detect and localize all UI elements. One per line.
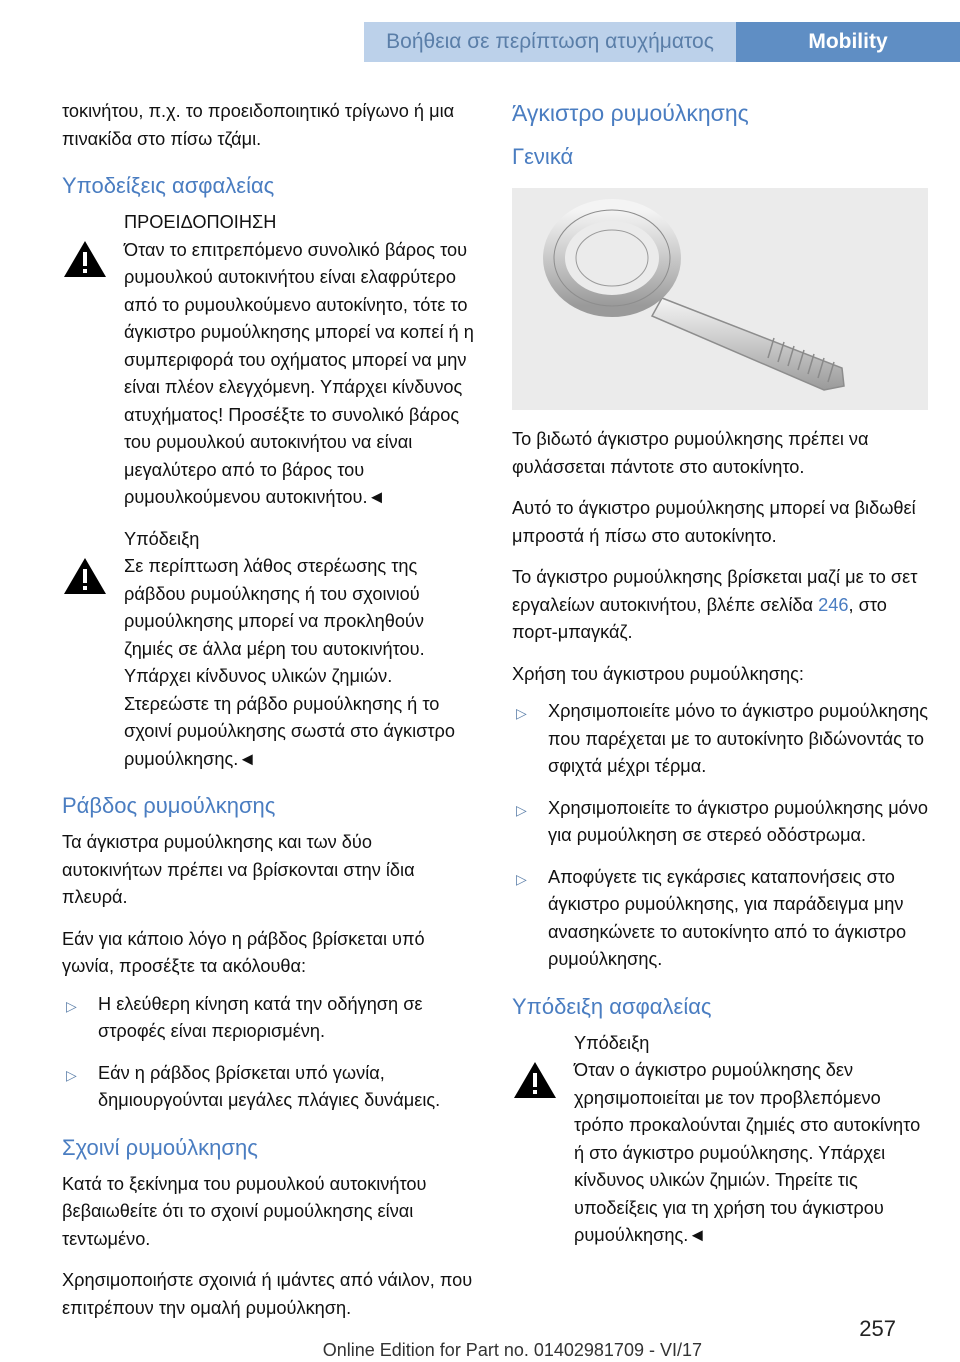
rope-paragraph-2: Χρησιμοποιήστε σχοινιά ή ιμάντες από νάιλον, που επιτρέπουν την ομαλή ρυμούλκηση. (62, 1270, 473, 1318)
tow-hook-illustration (512, 188, 928, 410)
hook-safety-heading: Υπόδειξη ασφαλείας (512, 993, 712, 1019)
note-text: Σε περίπτωση λάθος στερέωσης της ράβδου ρυμούλκησης ή του σχοινιού ρυμούλκησης μπορεί να προκληθούν ζημιές σε άλλα μέρη του αυτοκινήτου. Υπάρχει κίνδυνος υλικών ζημιών. Στερεώστε τη ράβδο ρυμούλκησης ή το σχοινί ρυμούλκησης σωστά στο άγκιστρο ρυμούλκησης.◄ (124, 556, 455, 769)
rope-heading: Σχοινί ρυμούλκησης (62, 1134, 258, 1160)
hook-paragraph-4: Χρήση του άγκιστρου ρυμούλκησης: (512, 663, 804, 684)
right-column (512, 98, 928, 1264)
warning-label: ΠΡΟΕΙΔΟΠΟΙΗΣΗ (124, 212, 277, 232)
hook-heading: Άγκιστρο ρυμούλκησης (512, 100, 749, 126)
bullet-arrow-icon: ▷ (516, 801, 527, 818)
hook-paragraph-2: Αυτό το άγκιστρο ρυμούλκησης μπορεί να βιδωθεί μπροστά ή πίσω στο αυτοκίνητο. (512, 498, 916, 546)
warning-text: Όταν το επιτρεπόμενο συνολικό βάρος του ρυμουλκού αυτοκινήτου είναι ελαφρύτερο από το ρυμουλκούμενο αυτοκίνητο, τότε το άγκιστρο ρυμούλκησης μπορεί να κοπεί ή η συμπεριφορά του οχήματος μπορεί να μην είναι πλέον ελεγχόμενη. Υπάρχει κίνδυνος ατυχήματος! Προσέξτε το συνολικό βάρος του ρυμουλκού αυτοκινήτου να είναι μεγαλύτερο από το βάρος του ρυμουλκούμενου αυτοκινήτου.◄ (124, 239, 474, 507)
rod-bullet-list (62, 991, 476, 1115)
header-section-title: Βοήθεια σε περίπτωση ατυχήματος (364, 22, 736, 62)
warning-triangle-icon (512, 1060, 558, 1100)
warning-triangle-icon (62, 239, 108, 279)
page-link[interactable]: 246 (818, 594, 849, 615)
tow-hook-image (512, 188, 928, 410)
hook-note-label: Υπόδειξη (574, 1032, 650, 1053)
safety-heading: Υποδείξεις ασφαλείας (62, 173, 275, 198)
list-item: ▷ Χρησιμοποιείτε το άγκιστρο ρυμούλκησης μόνο για ρυμούλκηση σε στερεό οδόστρωμα. (516, 797, 928, 845)
bullet-arrow-icon: ▷ (516, 870, 527, 887)
rope-paragraph-1: Κατά το ξεκίνημα του ρυμουλκού αυτοκινήτου βεβαιωθείτε ότι το σχοινί ρυμούλκησης είναι τεντωμένο. (62, 1173, 427, 1249)
warning-block (62, 209, 476, 512)
list-item: ▷ Η ελεύθερη κίνηση κατά την οδήγηση σε στροφές είναι περιορισμένη. (66, 993, 423, 1041)
list-item: ▷ Εάν η ράβδος βρίσκεται υπό γωνία, δημιουργούνται μεγάλες πλάγιες δυνάμεις. (66, 1062, 441, 1110)
list-item: ▷ Χρησιμοποιείτε μόνο το άγκιστρο ρυμούλκησης που παρέχεται με το αυτοκίνητο βιδώνοντάς το σφιχτά μέχρι τέρμα. (516, 701, 928, 776)
hook-note-text: Όταν ο άγκιστρο ρυμούλκησης δεν χρησιμοποιείται με τον προβλεπόμενο τρόπο προκαλούνται ζημιές στο αυτοκίνητο ή στο άγκιστρο ρυμούλκησης. Υπάρχει κίνδυνος υλικών ζημιών. Τηρείτε τις υποδείξεις για τη χρήση του άγκιστρου ρυμούλκησης.◄ (574, 1060, 921, 1245)
rod-heading: Ράβδος ρυμούλκησης (62, 793, 276, 818)
note-label: Υπόδειξη (124, 528, 200, 549)
left-column (62, 98, 476, 1336)
general-heading: Γενικά (512, 144, 574, 169)
bullet-arrow-icon: ▷ (516, 705, 527, 721)
hook-bullet-list (512, 698, 928, 974)
bullet-arrow-icon: ▷ (66, 997, 77, 1014)
list-item: ▷ Αποφύγετε τις εγκάρσιες καταπονήσεις στο άγκιστρο ρυμούλκησης, για παράδειγμα μην ανασηκώνετε το αυτοκίνητο από το άγκιστρο ρυμούλκησης. (516, 866, 907, 969)
rod-paragraph-1: Τα άγκιστρα ρυμούλκησης και των δύο αυτοκινήτων πρέπει να βρίσκονται στην ίδια πλευρά. (62, 832, 415, 907)
hook-paragraph-1: Το βιδωτό άγκιστρο ρυμούλκησης πρέπει να φυλάσσεται πάντοτε στο αυτοκίνητο. (512, 429, 869, 477)
header-chapter-tab: Mobility (736, 22, 960, 62)
hook-paragraph-3: Το άγκιστρο ρυμούλκησης βρίσκεται μαζί με το σετ εργαλείων αυτοκινήτου, βλέπε σελίδα 246, στο πορτ-μπαγκάζ. (512, 567, 918, 642)
page-number: 257 (859, 1316, 896, 1341)
warning-triangle-icon (62, 556, 108, 596)
rod-paragraph-2: Εάν για κάποιο λόγο η ράβδος βρίσκεται υπό γωνία, προσέξτε τα ακόλουθα: (62, 928, 425, 976)
note-block (62, 526, 476, 774)
intro-paragraph: τοκινήτου, π.χ. το προειδοποιητικό τρίγωνο ή μια πινακίδα στο πίσω τζάμι. (62, 101, 455, 149)
hook-note-block (512, 1030, 928, 1250)
footer-edition: Online Edition for Part no. 01402981709 - VI/17 (322, 1340, 702, 1360)
bullet-arrow-icon: ▷ (66, 1066, 77, 1083)
